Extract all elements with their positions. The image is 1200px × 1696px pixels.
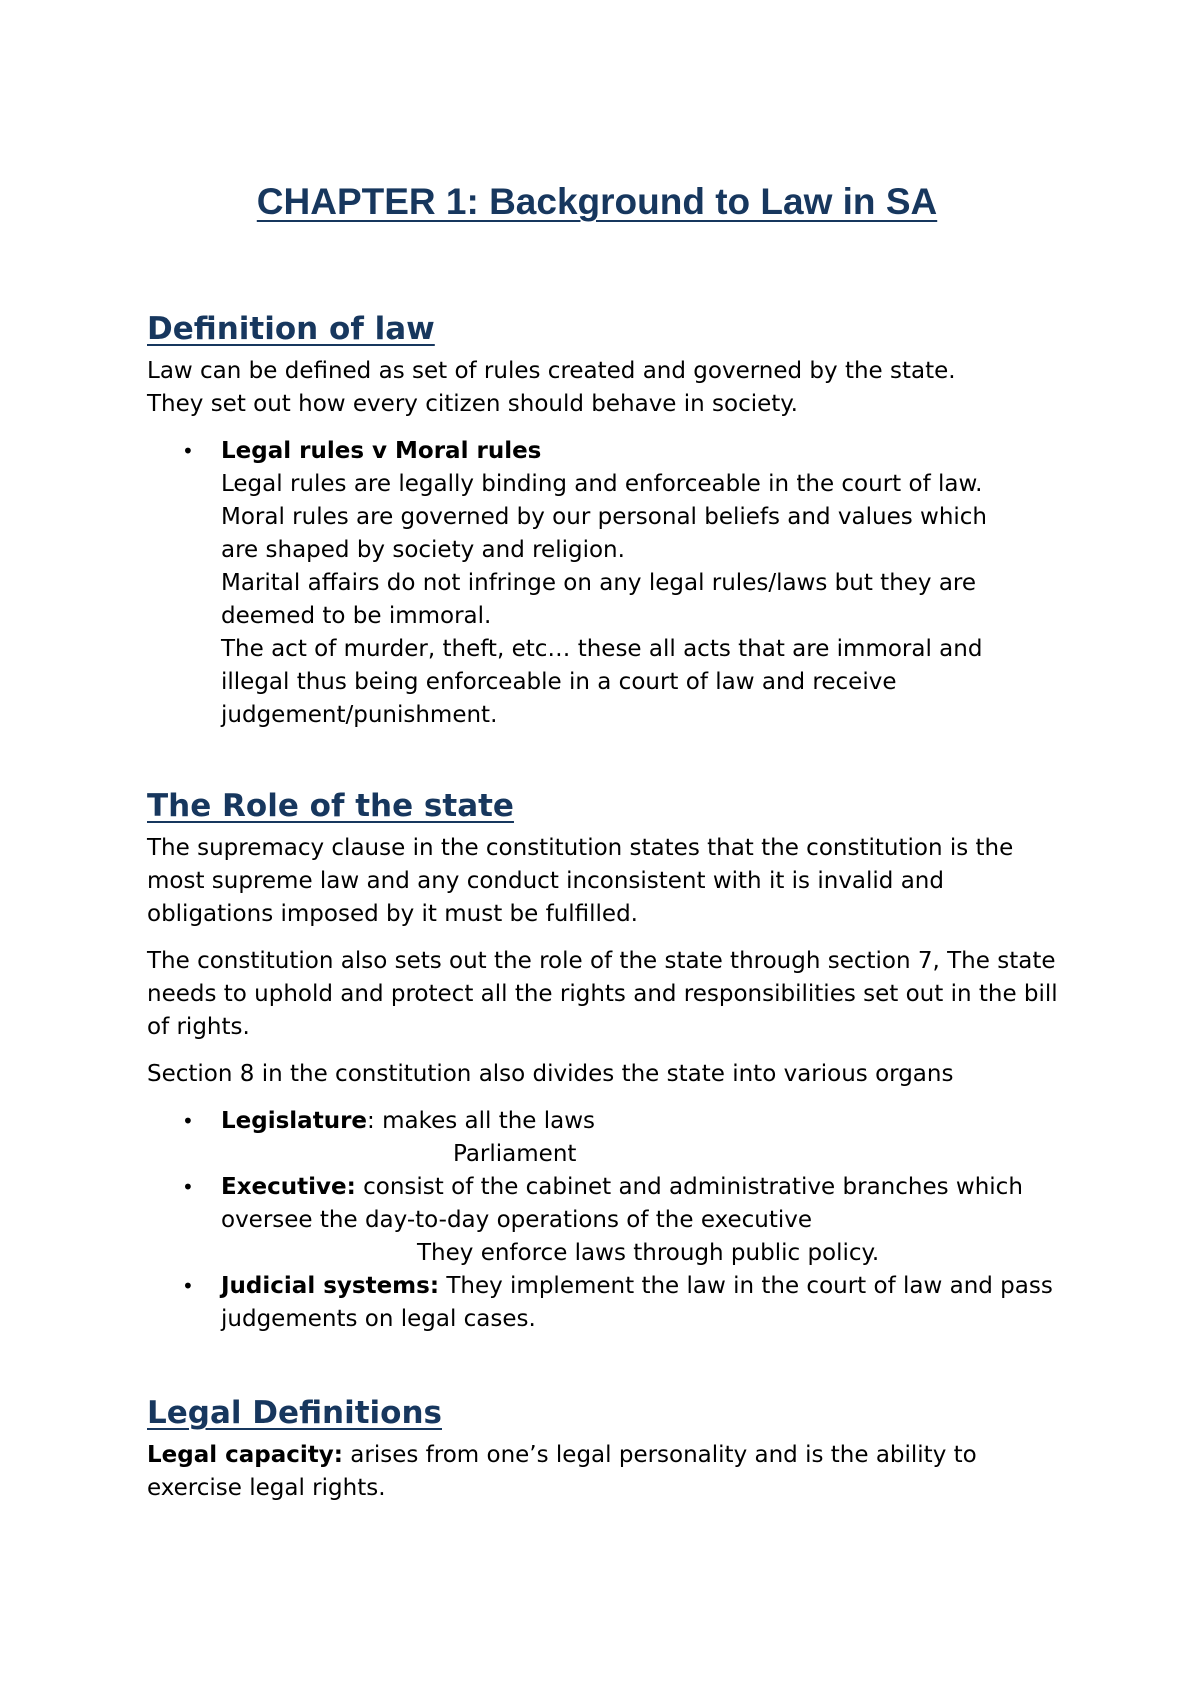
paragraph xyxy=(147,1439,1077,1505)
section-definition-of-law xyxy=(147,309,1077,732)
list-item-title: Legal rules v Moral rules xyxy=(221,438,542,464)
paragraph xyxy=(147,355,1077,421)
list-item-term: Legislature xyxy=(221,1108,368,1134)
paragraph: The constitution also sets out the role of the state through section 7, The state needs to uphold and protect all the rights and responsibilities set out in the bill of rights. xyxy=(147,948,1058,1040)
paragraph: Section 8 in the constitution also divides the state into various organs xyxy=(147,1061,954,1087)
list-item-line: The act of murder, theft, etc… these all acts that are immoral and xyxy=(221,636,983,662)
list-item-sub: They enforce laws through public policy. xyxy=(417,1240,880,1266)
paragraph: The supremacy clause in the constitution states that the constitution is the most supreme law and any conduct inconsistent with it is invalid and obligations imposed by it must be fulfilled. xyxy=(147,835,1014,927)
list-item-line: deemed to be immoral. xyxy=(221,603,492,629)
list-item-executive xyxy=(147,1171,1077,1270)
definition-term: Legal capacity: xyxy=(147,1442,343,1468)
list-item-legislature xyxy=(147,1105,1077,1171)
organs-list xyxy=(147,1105,1077,1336)
list-item-line: illegal thus being enforceable in a court of law and receive xyxy=(221,669,897,695)
bullet-icon: • xyxy=(182,439,194,463)
chapter-title: CHAPTER 1: Background to Law in SA xyxy=(256,181,938,222)
list-item-judicial xyxy=(147,1270,1077,1336)
list-item-line: Legal rules are legally binding and enforceable in the court of law. xyxy=(221,471,983,497)
paragraph-line: Law can be defined as set of rules created and governed by the state. xyxy=(147,358,956,384)
list-item-text: : makes all the laws xyxy=(367,1108,596,1134)
list-item-term: Judicial systems: xyxy=(221,1273,440,1299)
paragraph-line: They set out how every citizen should behave in society. xyxy=(147,391,798,417)
section-heading: Legal Definitions xyxy=(147,1395,442,1431)
section-legal-definitions xyxy=(147,1393,1077,1519)
list-item-line: judgement/punishment. xyxy=(221,702,498,728)
list-item-text: They implement the law in the court of law and pass judgements on legal cases. xyxy=(221,1273,1053,1332)
list-item-line: Moral rules are governed by our personal beliefs and values which xyxy=(221,504,988,530)
section-role-of-state xyxy=(147,786,1077,1336)
bullet-icon: • xyxy=(182,1109,194,1133)
list-item xyxy=(147,435,1077,732)
list-item-line: Marital affairs do not infringe on any legal rules/laws but they are xyxy=(221,570,977,596)
bullet-icon: • xyxy=(182,1175,194,1199)
list-item-line: are shaped by society and religion. xyxy=(221,537,625,563)
section-heading: Definition of law xyxy=(147,311,435,347)
list-item-term: Executive: xyxy=(221,1174,356,1200)
bullet-list xyxy=(147,435,1077,732)
bullet-icon: • xyxy=(182,1274,194,1298)
list-item-text: consist of the cabinet and administrative branches which oversee the day-to-day operations of the executive xyxy=(221,1174,1023,1233)
list-item-sub: Parliament xyxy=(453,1141,577,1167)
definition-text: arises from one’s legal personality and is the ability to exercise legal rights. xyxy=(147,1442,977,1501)
section-heading: The Role of the state xyxy=(147,788,514,824)
